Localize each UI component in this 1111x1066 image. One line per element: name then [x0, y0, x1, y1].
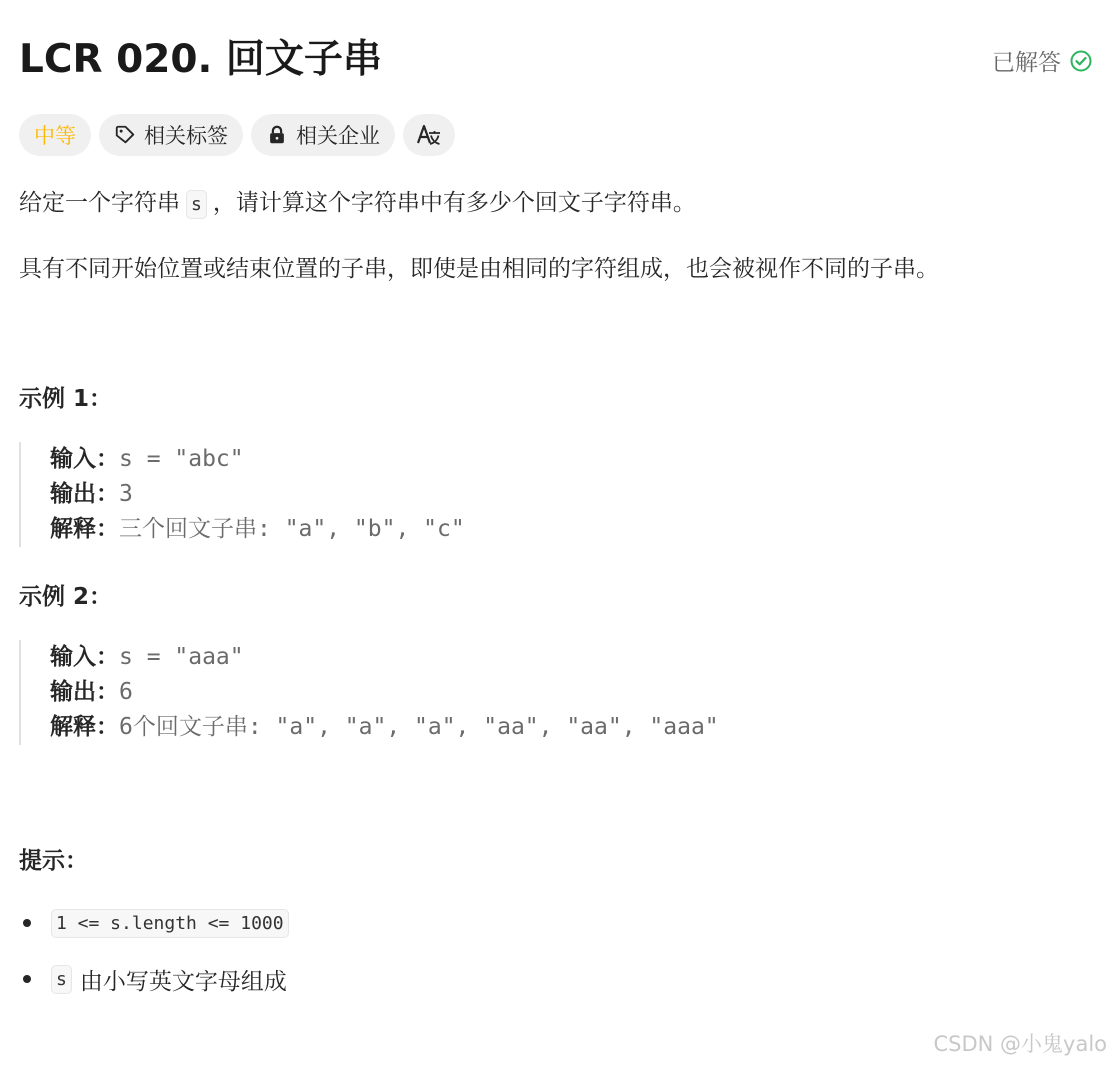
example-1-title: 示例 1： — [19, 386, 113, 412]
inline-code-s: s — [186, 190, 207, 219]
difficulty-badge[interactable]: 中等 — [19, 114, 91, 156]
hint-item — [19, 961, 297, 997]
example-1-block — [19, 442, 465, 547]
input-value: s = "aaa" — [119, 644, 244, 670]
related-tags-button[interactable] — [99, 114, 243, 156]
description-text: 给定一个字符串 — [19, 190, 180, 216]
translate-icon — [416, 122, 442, 148]
example-input — [50, 640, 719, 675]
check-circle-icon — [1069, 49, 1093, 73]
tag-row — [19, 114, 455, 156]
example-explanation — [50, 512, 465, 547]
related-tags-label: 相关标签 — [144, 124, 228, 148]
example-2-title: 示例 2： — [19, 584, 113, 610]
output-value: 3 — [119, 481, 133, 507]
description-line-2: 具有不同开始位置或结束位置的子串，即使是由相同的字符组成，也会被视作不同的子串。 — [19, 256, 939, 282]
constraint-code: 1 <= s.length <= 1000 — [51, 909, 289, 938]
solved-status — [992, 44, 1093, 77]
input-label: 输入： — [50, 446, 119, 472]
bullet-icon — [23, 919, 31, 927]
example-explanation — [50, 710, 719, 745]
output-label: 输出： — [50, 679, 119, 705]
description-text: ，请计算这个字符串中有多少个回文子字符串。 — [212, 190, 696, 216]
example-output — [50, 675, 719, 710]
example-input — [50, 442, 465, 477]
hints-title: 提示： — [19, 848, 88, 874]
input-value: s = "abc" — [119, 446, 244, 472]
related-companies-button[interactable] — [251, 114, 395, 156]
bullet-icon — [23, 975, 31, 983]
hint-list — [19, 905, 297, 1017]
example-output — [50, 477, 465, 512]
explanation-value: 三个回文子串: "a", "b", "c" — [119, 516, 465, 542]
explanation-value: 6个回文子串: "a", "a", "a", "aa", "aa", "aaa" — [119, 714, 719, 740]
related-companies-label: 相关企业 — [296, 124, 380, 148]
inline-code-s: s — [51, 965, 72, 994]
problem-title: LCR 020. 回文子串 — [19, 37, 382, 82]
example-2-block — [19, 640, 719, 745]
lock-icon — [266, 124, 288, 146]
problem-header — [19, 34, 1093, 90]
hint-item — [19, 905, 297, 941]
output-value: 6 — [119, 679, 133, 705]
watermark: CSDN @小鬼yalo — [933, 1032, 1107, 1056]
explanation-label: 解释： — [50, 714, 119, 740]
hint-text: 由小写英文字母组成 — [79, 968, 287, 995]
tag-icon — [114, 124, 136, 146]
explanation-label: 解释： — [50, 516, 119, 542]
description-line-1 — [19, 186, 696, 222]
input-label: 输入： — [50, 644, 119, 670]
translate-button[interactable] — [403, 114, 455, 156]
output-label: 输出： — [50, 481, 119, 507]
solved-label: 已解答 — [992, 50, 1061, 76]
